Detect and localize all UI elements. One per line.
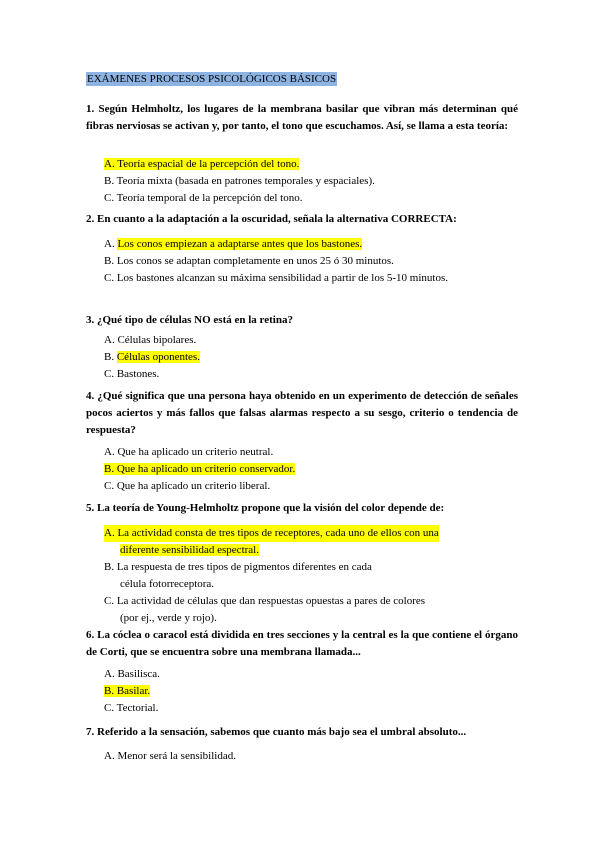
option-5a-line2: diferente sensibilidad espectral. (120, 544, 259, 556)
question-7: 7. Referido a la sensación, sabemos que cuanto más bajo sea el umbral absoluto... (86, 726, 467, 738)
document-title: EXÁMENES PROCESOS PSICOLÓGICOS BÁSICOS (87, 73, 337, 85)
question-2-options (104, 236, 518, 287)
option-2b: B. Los conos se adaptan completamente en unos 25 ó 30 minutos. (104, 255, 394, 267)
option-6b: B. Basilar. (104, 685, 151, 697)
option-2a-prefix: A. (104, 238, 118, 250)
question-3-options (104, 332, 518, 383)
option-5c-line1: C. La actividad de células que dan respuestas opuestas a pares de colores (104, 595, 426, 607)
option-3a: A. Células bipolares. (104, 334, 197, 346)
option-5c-line2: (por ej., verde y rojo). (120, 612, 217, 624)
option-6c: C. Tectorial. (104, 702, 159, 714)
question-6: 6. La cóclea o caracol está dividida en tres secciones y la central es la que contiene el órgano de Corti, que se encuentra sobre una membrana llamada... (86, 629, 518, 658)
question-4: 4. ¿Qué significa que una persona haya obtenido en un experimento de detección de señales pocos aciertos y más fallos que falsas alarmas respecto a su sesgo, criterio o tendencia de respuesta? (86, 390, 518, 436)
question-5: 5. La teoría de Young-Helmholtz propone que la visión del color depende de: (86, 502, 445, 514)
question-6-options (104, 666, 518, 717)
question-2: 2. En cuanto a la adaptación a la oscuridad, señala la alternativa CORRECTA: (86, 213, 457, 225)
question-4-options (104, 444, 518, 495)
question-5-options (104, 525, 518, 627)
option-4a: A. Que ha aplicado un criterio neutral. (104, 446, 274, 458)
option-6a: A. Basilisca. (104, 668, 160, 680)
option-1c: C. Teoría temporal de la percepción del tono. (104, 192, 303, 204)
option-1a: A. Teoría espacial de la percepción del tono. (104, 158, 300, 170)
option-1b: B. Teoría mixta (basada en patrones temporales y espaciales). (104, 175, 375, 187)
option-3b: Células oponentes. (116, 351, 200, 363)
option-2c: C. Los bastones alcanzan su máxima sensibilidad a partir de los 5-10 minutos. (104, 272, 448, 284)
question-1-options (104, 156, 518, 207)
option-3c: C. Bastones. (104, 368, 160, 380)
option-5b-line1: B. La respuesta de tres tipos de pigmentos diferentes en cada (104, 561, 372, 573)
question-1: 1. Según Helmholtz, los lugares de la membrana basilar que vibran más determinan qué fibras nerviosas se activan y, por tanto, el tono que escuchamos. Así, se llama a esta teoría: (86, 103, 518, 132)
option-2a: Los conos empiezan a adaptarse antes que los bastones. (117, 238, 363, 250)
option-4c: C. Que ha aplicado un criterio liberal. (104, 480, 271, 492)
question-3: 3. ¿Qué tipo de células NO está en la retina? (86, 314, 293, 326)
option-3b-prefix: B. (104, 351, 117, 363)
option-4b: B. Que ha aplicado un criterio conservador. (104, 463, 296, 475)
option-7a: A. Menor será la sensibilidad. (104, 750, 236, 762)
option-5a-line1: A. La actividad consta de tres tipos de receptores, cada uno de ellos con una (104, 525, 439, 542)
question-7-options (104, 748, 518, 765)
option-5b-line2: célula fotorreceptora. (120, 578, 215, 590)
